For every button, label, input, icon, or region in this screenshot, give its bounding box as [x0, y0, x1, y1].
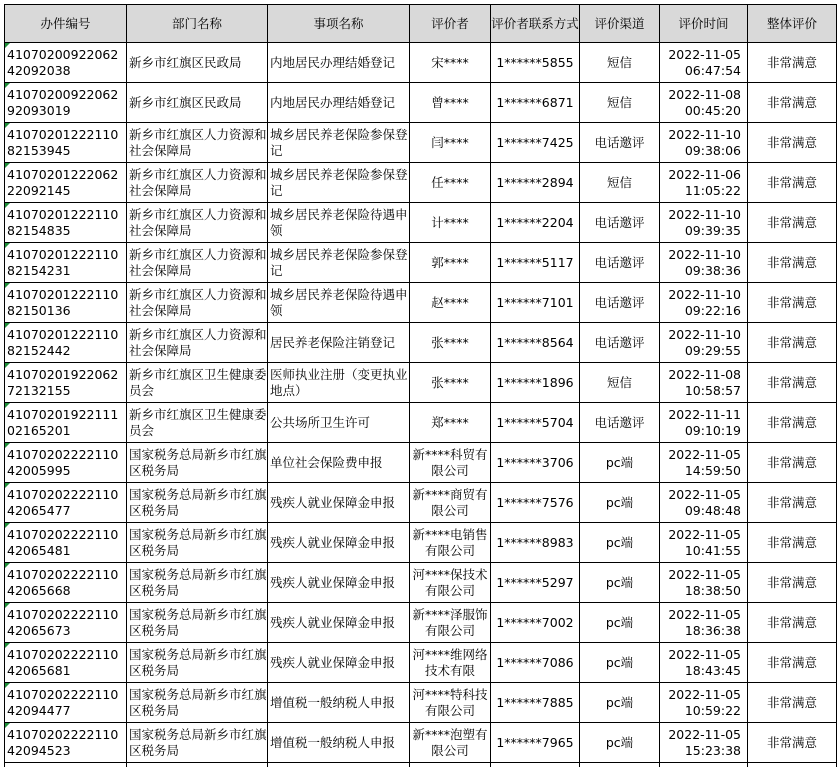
cell-person[interactable]: 新****泡塑有限公司 — [410, 723, 491, 763]
cell-eval[interactable]: 非常满意 — [748, 723, 837, 763]
cell-eval[interactable]: 非常满意 — [748, 483, 837, 523]
cell-id[interactable]: 4107020222211042065481 — [5, 523, 127, 563]
cell-item[interactable]: 居民养老保险注销登记 — [268, 323, 410, 363]
cell-person[interactable]: 新****电销售有限公司 — [410, 523, 491, 563]
table-row — [5, 83, 837, 123]
partial-cell — [127, 763, 268, 768]
cell-channel[interactable]: pc端 — [580, 563, 660, 603]
cell-eval[interactable]: 非常满意 — [748, 163, 837, 203]
cell-dept[interactable]: 国家税务总局新乡市红旗区税务局 — [127, 523, 268, 563]
header-contact[interactable]: 评价者联系方式 — [491, 5, 580, 43]
cell-contact[interactable]: 1******7101 — [491, 283, 580, 323]
cell-dept[interactable]: 国家税务总局新乡市红旗区税务局 — [127, 723, 268, 763]
cell-id[interactable]: 4107020192206272132155 — [5, 363, 127, 403]
cell-id[interactable]: 4107020222211042094477 — [5, 683, 127, 723]
cell-eval[interactable]: 非常满意 — [748, 443, 837, 483]
cell-channel[interactable]: pc端 — [580, 683, 660, 723]
partial-row — [5, 763, 837, 768]
cell-channel[interactable]: 电话邀评 — [580, 283, 660, 323]
cell-id[interactable]: 4107020122206222092145 — [5, 163, 127, 203]
cell-person[interactable]: 河****保技术有限公司 — [410, 563, 491, 603]
cell-item[interactable]: 残疾人就业保障金申报 — [268, 483, 410, 523]
cell-time[interactable]: 2022-11-05 18:38:50 — [660, 563, 748, 603]
cell-channel[interactable]: 短信 — [580, 163, 660, 203]
cell-time[interactable]: 2022-11-05 10:59:22 — [660, 683, 748, 723]
cell-person[interactable]: 张**** — [410, 323, 491, 363]
table-row — [5, 483, 837, 523]
cell-eval[interactable]: 非常满意 — [748, 523, 837, 563]
cell-contact[interactable]: 1******5704 — [491, 403, 580, 443]
table-row — [5, 323, 837, 363]
cell-time[interactable]: 2022-11-05 06:47:54 — [660, 43, 748, 83]
cell-item[interactable]: 残疾人就业保障金申报 — [268, 563, 410, 603]
cell-id[interactable]: 4107020122211082154231 — [5, 243, 127, 283]
cell-contact[interactable]: 1******3706 — [491, 443, 580, 483]
cell-id[interactable]: 4107020222211042065673 — [5, 603, 127, 643]
header-person[interactable]: 评价者 — [410, 5, 491, 43]
cell-item[interactable]: 内地居民办理结婚登记 — [268, 43, 410, 83]
cell-item[interactable]: 增值税一般纳税人申报 — [268, 723, 410, 763]
cell-time[interactable]: 2022-11-10 09:38:36 — [660, 243, 748, 283]
cell-contact[interactable]: 1******2204 — [491, 203, 580, 243]
cell-channel[interactable]: pc端 — [580, 643, 660, 683]
table-row — [5, 163, 837, 203]
cell-id[interactable]: 4107020222211042065668 — [5, 563, 127, 603]
cell-dept[interactable]: 国家税务总局新乡市红旗区税务局 — [127, 443, 268, 483]
table-row — [5, 723, 837, 763]
cell-person[interactable]: 新****商贸有限公司 — [410, 483, 491, 523]
partial-cell — [268, 763, 410, 768]
cell-time[interactable]: 2022-11-05 09:48:48 — [660, 483, 748, 523]
table-row — [5, 683, 837, 723]
cell-eval[interactable]: 非常满意 — [748, 323, 837, 363]
cell-contact[interactable]: 1******5297 — [491, 563, 580, 603]
cell-dept[interactable]: 新乡市红旗区卫生健康委员会 — [127, 363, 268, 403]
cell-channel[interactable]: pc端 — [580, 443, 660, 483]
cell-person[interactable]: 赵**** — [410, 283, 491, 323]
table-row — [5, 443, 837, 483]
cell-dept[interactable]: 国家税务总局新乡市红旗区税务局 — [127, 483, 268, 523]
cell-person[interactable]: 河****维网络技术有限 — [410, 643, 491, 683]
cell-item[interactable]: 城乡居民养老保险待遇申领 — [268, 203, 410, 243]
cell-channel[interactable]: pc端 — [580, 523, 660, 563]
cell-channel[interactable]: pc端 — [580, 603, 660, 643]
cell-person[interactable]: 闫**** — [410, 123, 491, 163]
cell-time[interactable]: 2022-11-05 18:43:45 — [660, 643, 748, 683]
partial-cell — [748, 763, 837, 768]
table-row — [5, 243, 837, 283]
cell-item[interactable]: 残疾人就业保障金申报 — [268, 603, 410, 643]
cell-time[interactable]: 2022-11-10 09:38:06 — [660, 123, 748, 163]
cell-channel[interactable]: 短信 — [580, 43, 660, 83]
cell-eval[interactable]: 非常满意 — [748, 643, 837, 683]
cell-time[interactable]: 2022-11-10 09:29:55 — [660, 323, 748, 363]
cell-time[interactable]: 2022-11-08 10:58:57 — [660, 363, 748, 403]
cell-contact[interactable]: 1******7425 — [491, 123, 580, 163]
cell-channel[interactable]: 电话邀评 — [580, 203, 660, 243]
cell-dept[interactable]: 国家税务总局新乡市红旗区税务局 — [127, 643, 268, 683]
cell-id[interactable]: 4107020222211042094523 — [5, 723, 127, 763]
cell-item[interactable]: 增值税一般纳税人申报 — [268, 683, 410, 723]
cell-channel[interactable]: pc端 — [580, 483, 660, 523]
cell-contact[interactable]: 1******8564 — [491, 323, 580, 363]
header-channel[interactable]: 评价渠道 — [580, 5, 660, 43]
cell-eval[interactable]: 非常满意 — [748, 283, 837, 323]
cell-contact[interactable]: 1******7965 — [491, 723, 580, 763]
partial-cell — [410, 763, 491, 768]
cell-time[interactable]: 2022-11-11 09:10:19 — [660, 403, 748, 443]
cell-time[interactable]: 2022-11-08 00:45:20 — [660, 83, 748, 123]
cell-eval[interactable]: 非常满意 — [748, 563, 837, 603]
partial-cell — [491, 763, 580, 768]
header-id[interactable]: 办件编号 — [5, 5, 127, 43]
cell-id[interactable]: 4107020092206292093019 — [5, 83, 127, 123]
cell-eval[interactable]: 非常满意 — [748, 403, 837, 443]
cell-time[interactable]: 2022-11-05 14:59:50 — [660, 443, 748, 483]
cell-eval[interactable]: 非常满意 — [748, 603, 837, 643]
header-eval[interactable]: 整体评价 — [748, 5, 837, 43]
cell-channel[interactable]: 电话邀评 — [580, 323, 660, 363]
table-row — [5, 603, 837, 643]
cell-person[interactable]: 郭**** — [410, 243, 491, 283]
cell-contact[interactable]: 1******5117 — [491, 243, 580, 283]
partial-cell — [5, 763, 127, 768]
cell-dept[interactable]: 国家税务总局新乡市红旗区税务局 — [127, 683, 268, 723]
cell-id[interactable]: 4107020122211082154835 — [5, 203, 127, 243]
cell-id[interactable]: 4107020222211042005995 — [5, 443, 127, 483]
cell-item[interactable]: 城乡居民养老保险参保登记 — [268, 243, 410, 283]
cell-contact[interactable]: 1******7002 — [491, 603, 580, 643]
cell-time[interactable]: 2022-11-06 11:05:22 — [660, 163, 748, 203]
cell-id[interactable]: 4107020192211102165201 — [5, 403, 127, 443]
header-row — [5, 5, 837, 43]
partial-cell — [660, 763, 748, 768]
table-row — [5, 123, 837, 163]
cell-id[interactable]: 4107020122211082153945 — [5, 123, 127, 163]
cell-eval[interactable]: 非常满意 — [748, 363, 837, 403]
cell-eval[interactable]: 非常满意 — [748, 43, 837, 83]
partial-cell — [580, 763, 660, 768]
cell-eval[interactable]: 非常满意 — [748, 243, 837, 283]
cell-contact[interactable]: 1******7885 — [491, 683, 580, 723]
cell-contact[interactable]: 1******7086 — [491, 643, 580, 683]
cell-person[interactable]: 新****科贸有限公司 — [410, 443, 491, 483]
cell-contact[interactable]: 1******5855 — [491, 43, 580, 83]
cell-eval[interactable]: 非常满意 — [748, 83, 837, 123]
cell-contact[interactable]: 1******6871 — [491, 83, 580, 123]
table-row — [5, 523, 837, 563]
cell-item[interactable]: 内地居民办理结婚登记 — [268, 83, 410, 123]
cell-eval[interactable]: 非常满意 — [748, 203, 837, 243]
cell-contact[interactable]: 1******2894 — [491, 163, 580, 203]
cell-item[interactable]: 城乡居民养老保险参保登记 — [268, 123, 410, 163]
header-item[interactable]: 事项名称 — [268, 5, 410, 43]
table-row — [5, 43, 837, 83]
cell-item[interactable]: 城乡居民养老保险参保登记 — [268, 163, 410, 203]
cell-dept[interactable]: 新乡市红旗区人力资源和社会保障局 — [127, 323, 268, 363]
cell-item[interactable]: 公共场所卫生许可 — [268, 403, 410, 443]
evaluation-table — [4, 4, 837, 767]
cell-time[interactable]: 2022-11-05 10:41:55 — [660, 523, 748, 563]
header-dept[interactable]: 部门名称 — [127, 5, 268, 43]
cell-dept[interactable]: 国家税务总局新乡市红旗区税务局 — [127, 563, 268, 603]
cell-time[interactable]: 2022-11-10 09:39:35 — [660, 203, 748, 243]
cell-dept[interactable]: 新乡市红旗区人力资源和社会保障局 — [127, 243, 268, 283]
table-row — [5, 363, 837, 403]
cell-time[interactable]: 2022-11-05 18:36:38 — [660, 603, 748, 643]
cell-time[interactable]: 2022-11-05 15:23:38 — [660, 723, 748, 763]
cell-dept[interactable]: 新乡市红旗区人力资源和社会保障局 — [127, 203, 268, 243]
table-row — [5, 283, 837, 323]
cell-eval[interactable]: 非常满意 — [748, 683, 837, 723]
cell-item[interactable]: 残疾人就业保障金申报 — [268, 643, 410, 683]
table-row — [5, 563, 837, 603]
cell-channel[interactable]: 短信 — [580, 363, 660, 403]
cell-eval[interactable]: 非常满意 — [748, 123, 837, 163]
cell-contact[interactable]: 1******7576 — [491, 483, 580, 523]
cell-person[interactable]: 河****特科技有限公司 — [410, 683, 491, 723]
cell-dept[interactable]: 新乡市红旗区人力资源和社会保障局 — [127, 163, 268, 203]
cell-item[interactable]: 医师执业注册（变更执业地点） — [268, 363, 410, 403]
cell-dept[interactable]: 新乡市红旗区民政局 — [127, 43, 268, 83]
table-row — [5, 643, 837, 683]
cell-person[interactable]: 新****泽服饰有限公司 — [410, 603, 491, 643]
cell-dept[interactable]: 新乡市红旗区民政局 — [127, 83, 268, 123]
cell-channel[interactable]: 短信 — [580, 83, 660, 123]
cell-id[interactable]: 4107020222211042065681 — [5, 643, 127, 683]
cell-id[interactable]: 4107020122211082150136 — [5, 283, 127, 323]
cell-contact[interactable]: 1******8983 — [491, 523, 580, 563]
cell-contact[interactable]: 1******1896 — [491, 363, 580, 403]
cell-person[interactable]: 计**** — [410, 203, 491, 243]
cell-item[interactable]: 城乡居民养老保险待遇申领 — [268, 283, 410, 323]
cell-time[interactable]: 2022-11-10 09:22:16 — [660, 283, 748, 323]
cell-channel[interactable]: 电话邀评 — [580, 123, 660, 163]
cell-person[interactable]: 曾**** — [410, 83, 491, 123]
cell-id[interactable]: 4107020122211082152442 — [5, 323, 127, 363]
header-time[interactable]: 评价时间 — [660, 5, 748, 43]
table-row — [5, 203, 837, 243]
cell-channel[interactable]: 电话邀评 — [580, 403, 660, 443]
cell-channel[interactable]: pc端 — [580, 723, 660, 763]
cell-item[interactable]: 残疾人就业保障金申报 — [268, 523, 410, 563]
cell-channel[interactable]: 电话邀评 — [580, 243, 660, 283]
cell-id[interactable]: 4107020222211042065477 — [5, 483, 127, 523]
table-row — [5, 403, 837, 443]
cell-item[interactable]: 单位社会保险费申报 — [268, 443, 410, 483]
cell-person[interactable]: 郑**** — [410, 403, 491, 443]
cell-dept[interactable]: 新乡市红旗区人力资源和社会保障局 — [127, 123, 268, 163]
cell-person[interactable]: 宋**** — [410, 43, 491, 83]
cell-person[interactable]: 任**** — [410, 163, 491, 203]
cell-dept[interactable]: 新乡市红旗区卫生健康委员会 — [127, 403, 268, 443]
cell-id[interactable]: 4107020092206242092038 — [5, 43, 127, 83]
cell-dept[interactable]: 新乡市红旗区人力资源和社会保障局 — [127, 283, 268, 323]
cell-dept[interactable]: 国家税务总局新乡市红旗区税务局 — [127, 603, 268, 643]
cell-person[interactable]: 张**** — [410, 363, 491, 403]
